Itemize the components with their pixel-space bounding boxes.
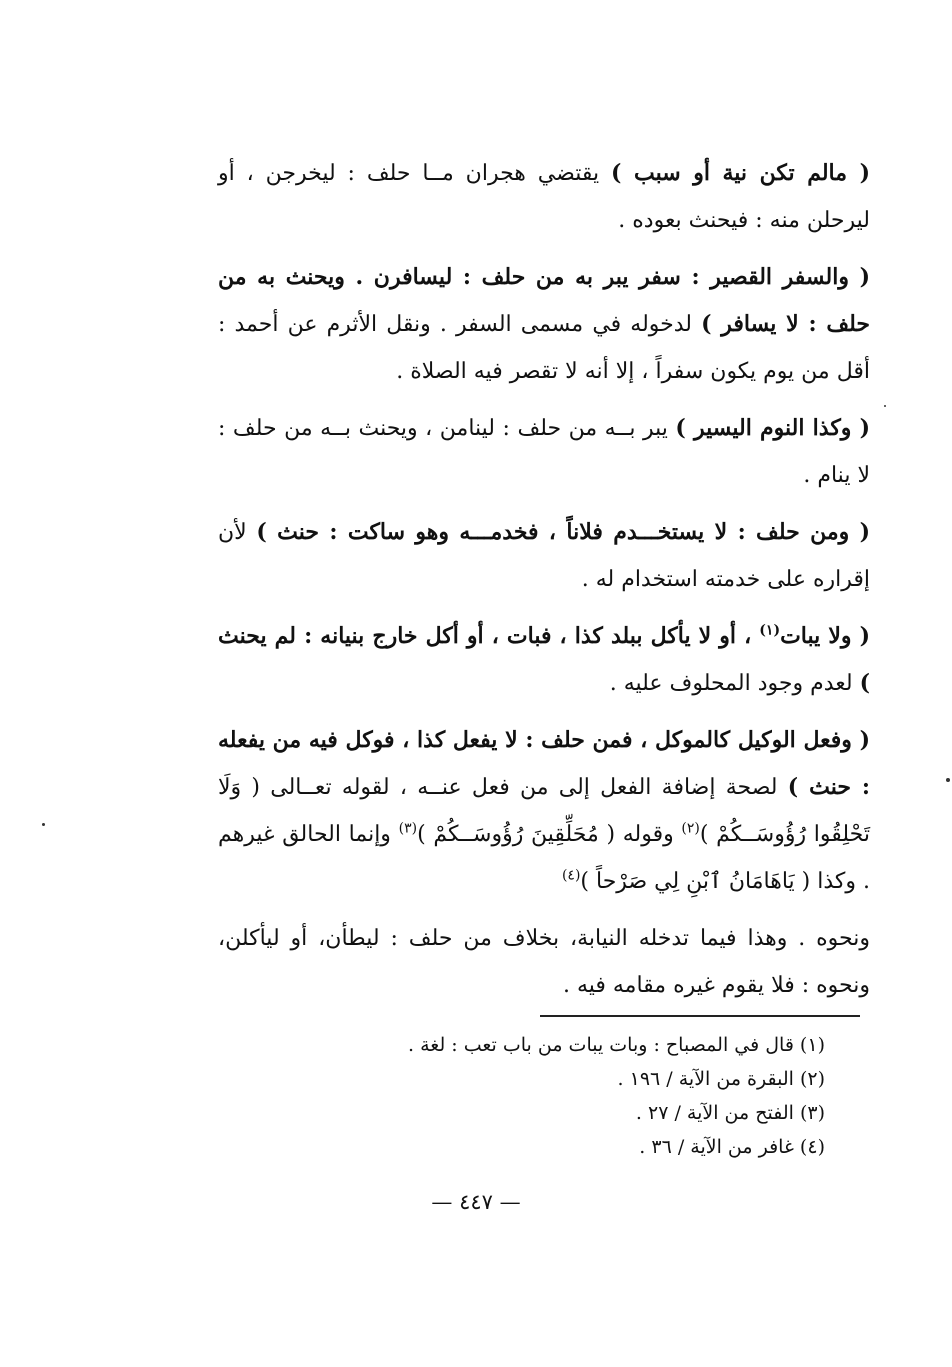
footnotes bbox=[300, 1028, 825, 1164]
footnote-3: (٣) الفتح من الآية / ٢٧ . bbox=[635, 1102, 825, 1124]
footnote-2: (٢) البقرة من الآية / ١٩٦ . bbox=[617, 1068, 825, 1090]
scan-speck bbox=[946, 778, 950, 782]
paragraph-1 bbox=[218, 150, 870, 244]
footnote-ref: (٢) bbox=[681, 820, 700, 837]
matn-text: ( مالم تكن نية أو سبب ) bbox=[611, 160, 871, 186]
matn-text: ( ومن حلف : لا يستخـــدم فلاناً ، فخدمـــه وهو ساكت : حنث ) bbox=[256, 519, 870, 545]
paragraph-2 bbox=[218, 254, 870, 395]
footnote-1: (١) قال في المصباح : وبات يبات من باب تعب : لغة . bbox=[408, 1034, 825, 1056]
paragraph-5 bbox=[218, 613, 870, 707]
sharh-text: لدخوله في مسمى السفر . ونقل الأثرم عن أحمد : أقل من يوم يكون سفراً ، إلا أنه لا تقصر فيه الصلاة . bbox=[218, 312, 870, 384]
matn-text: ( وكذا النوم اليسير ) bbox=[675, 415, 871, 441]
sharh-text: وقوله ( مُحَلِّقِينَ رُؤُوسَــكُمْ ) bbox=[417, 822, 682, 847]
sharh-text: لأن إقراره على خدمته استخدام له . bbox=[218, 520, 870, 592]
footnote-ref: (١) bbox=[759, 622, 781, 639]
matn-text: ( والسفر القصير : سفر يبر به من حلف : ليسافرن . ويحنث به من حلف : لا يسافر ) bbox=[218, 264, 871, 337]
scan-speck bbox=[884, 405, 886, 407]
matn-text: ، أو لا يأكل ببلد كذا ، فبات ، أو أكل خارج بنيانه : لم يحنث ) bbox=[218, 623, 870, 696]
paragraph-6 bbox=[218, 717, 870, 905]
footnote-4: (٤) غافر من الآية / ٣٦ . bbox=[639, 1136, 825, 1158]
sharh-text: لصحة إضافة الفعل إلى من فعل عنــه ، لقوله تعــالى ( وَلَا تَحْلِقُوا رُؤُوسَــكُمْ ) bbox=[218, 775, 870, 847]
sharh-text: يبر بــه من حلف : لينامن ، ويحنث بــه من حلف : لا ينام . bbox=[218, 416, 870, 488]
footnote-ref: (٣) bbox=[398, 820, 418, 837]
footnote-separator bbox=[540, 1015, 860, 1017]
page-number: — ٤٤٧ — bbox=[431, 1190, 521, 1214]
sharh-text: وإنما الحالق غيرهم . وكذا ( يَاهَامَانُ ٱبْنِ لِي صَرْحاً ) bbox=[218, 822, 870, 894]
sharh-text: يقتضي هجران مــا حلف : ليخرجن ، أو ليرحلن منه : فيحنث بعوده . bbox=[218, 161, 870, 233]
matn-text: ( وفعل الوكيل كالموكل ، فمن حلف : لا يفعل كذا ، فوكل فيه من يفعله : حنث ) bbox=[218, 727, 870, 800]
footnote-ref: (٤) bbox=[561, 867, 581, 884]
paragraph-3 bbox=[218, 405, 870, 499]
matn-text: ( ولا يبات bbox=[780, 623, 870, 649]
paragraph-4 bbox=[218, 509, 870, 603]
paragraph-7 bbox=[218, 915, 870, 1009]
sharh-text: ونحوه . وهذا فيما تدخله النيابة، بخلاف من حلف : ليطأن، أو ليأكلن، ونحوه : فلا يقوم غيره مقامه فيه . bbox=[218, 926, 870, 998]
scan-speck bbox=[42, 823, 45, 826]
main-text bbox=[218, 150, 870, 1019]
sharh-text: لعدم وجود المحلوف عليه . bbox=[609, 671, 860, 696]
